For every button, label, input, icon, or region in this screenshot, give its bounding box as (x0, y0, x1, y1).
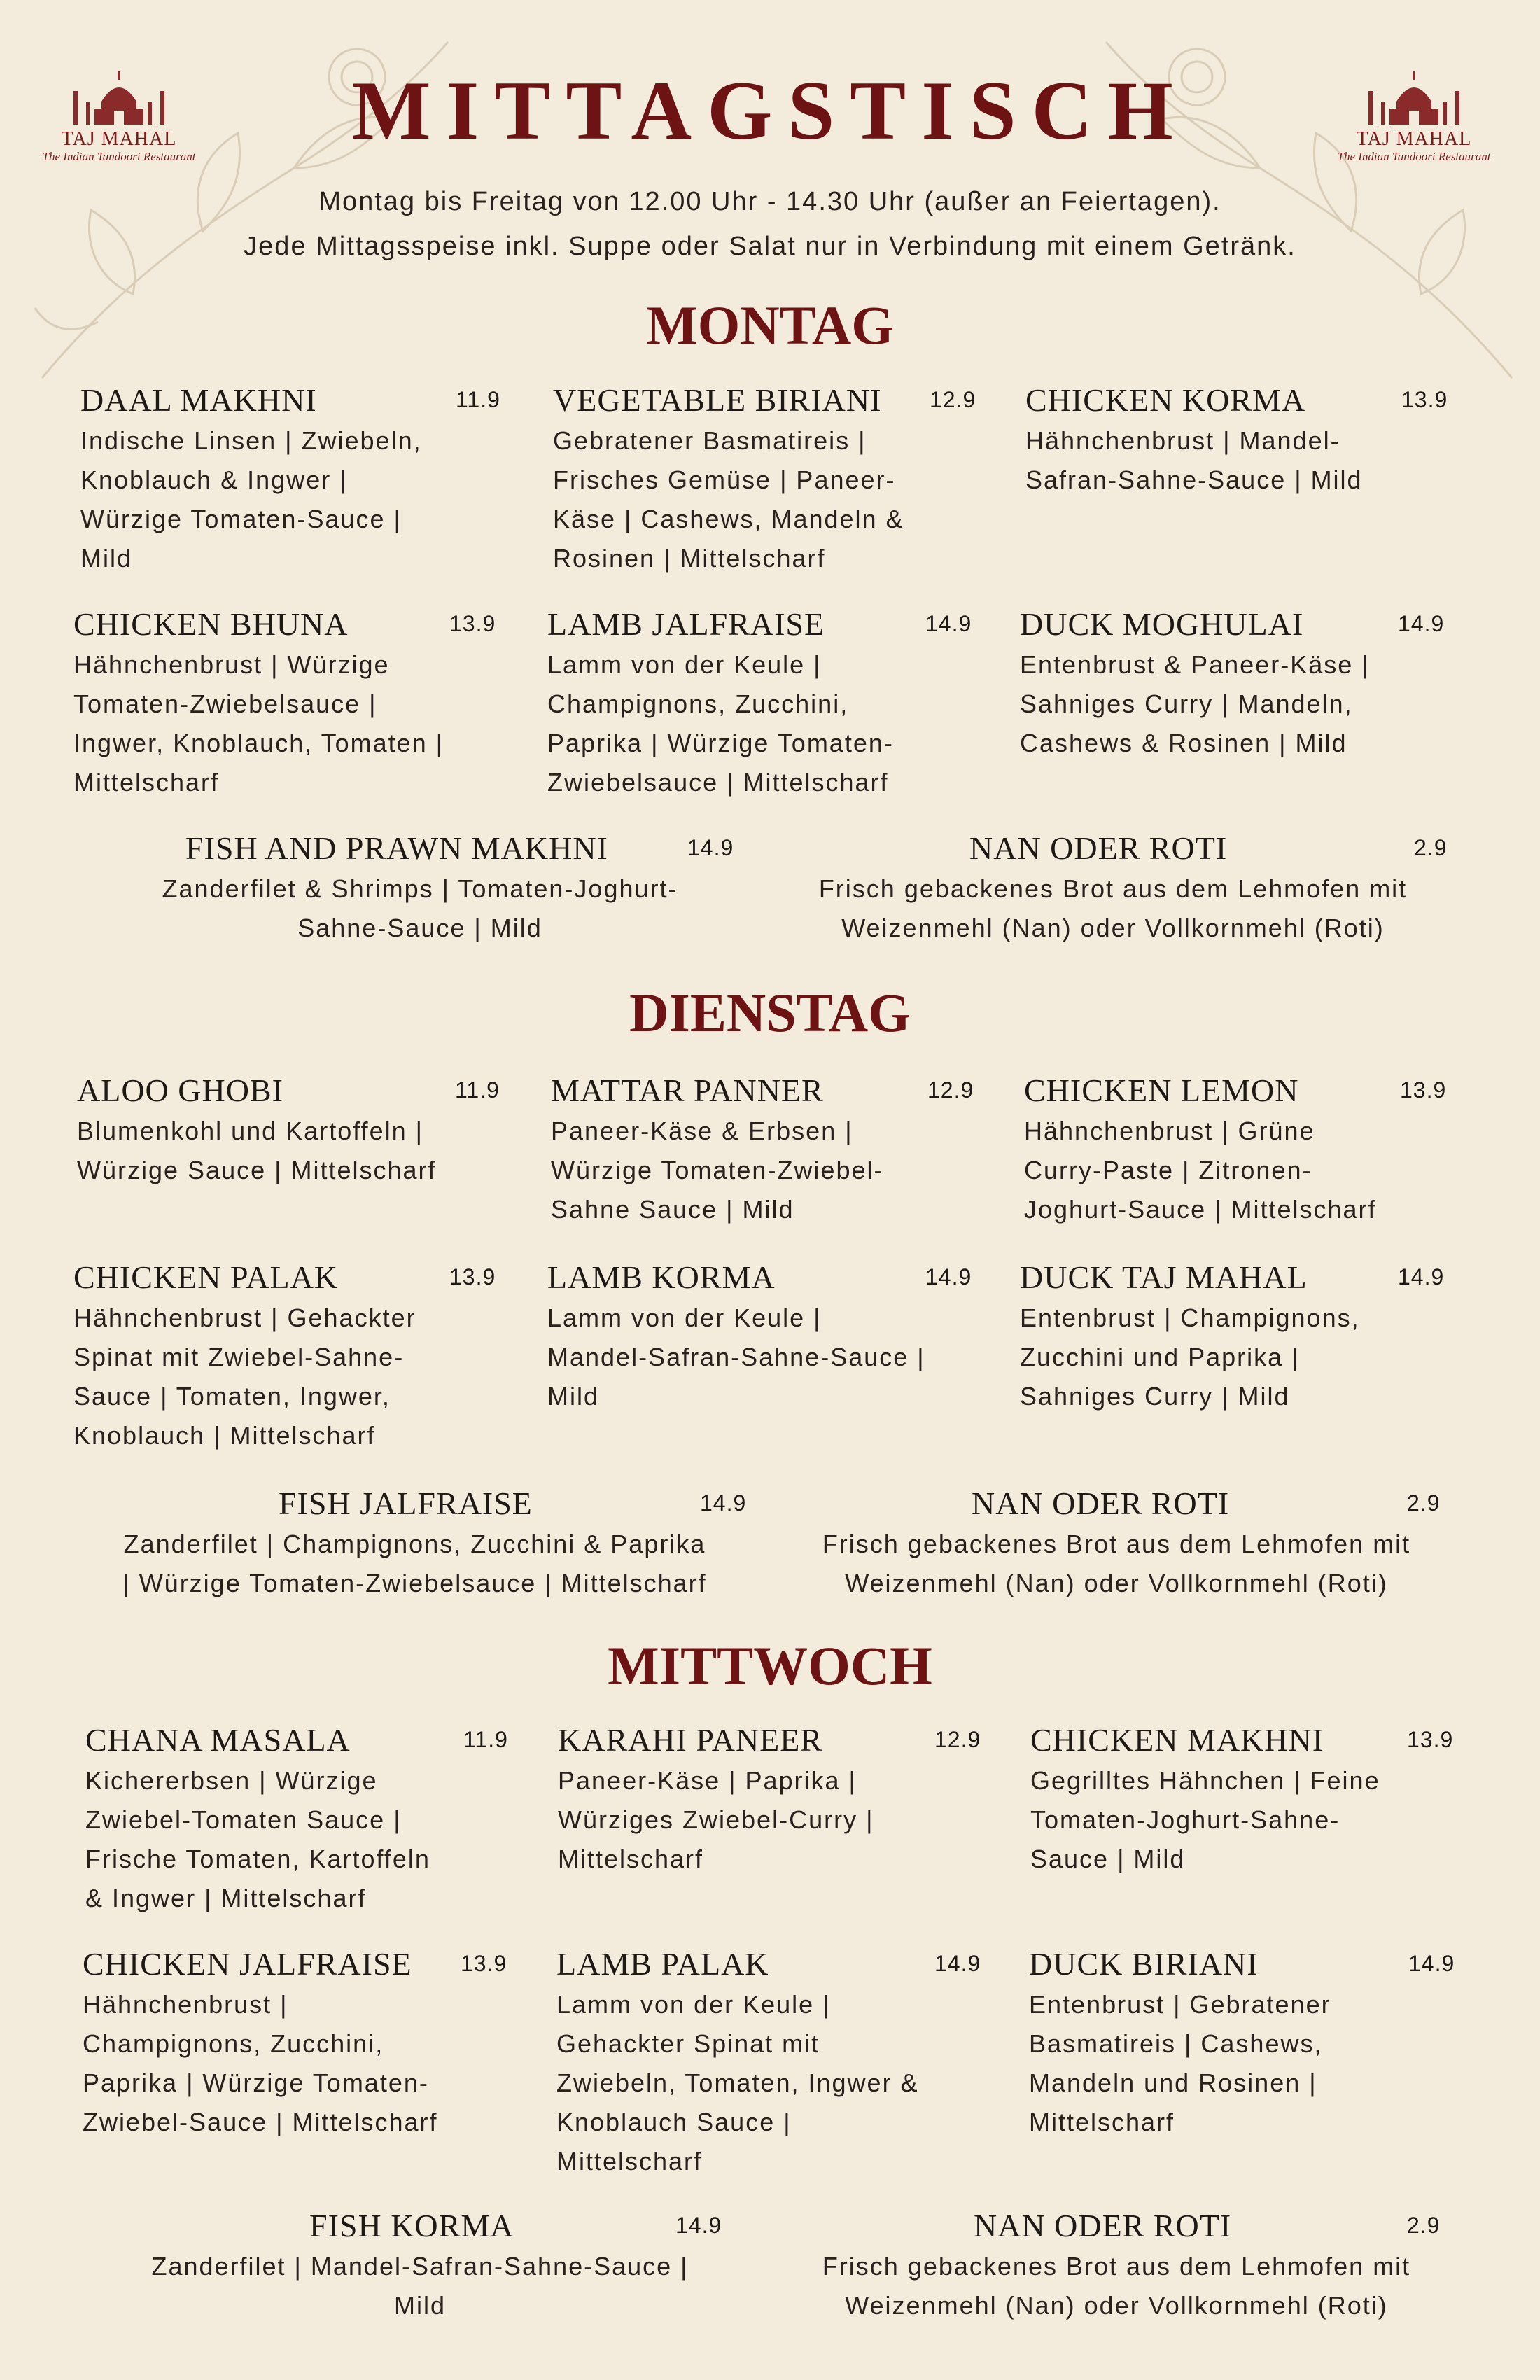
dish-description (774, 1525, 1460, 1603)
desc-line: Tomaten-Zwiebelsauce | (74, 690, 377, 718)
dish-fish-jalfraise (70, 1483, 760, 1603)
desc-line: Zwiebel-Sauce | Mittelscharf (83, 2108, 438, 2136)
dish-name: CHANA MASALA (85, 1722, 351, 1758)
desc-line: Gegrilltes Hähnchen | Feine (1030, 1766, 1380, 1795)
desc-line: Frisch gebackenes Brot aus dem Lehmofen mit (822, 2252, 1411, 2281)
dish-description (553, 421, 987, 578)
desc-line: Zanderfilet | Champignons, Zucchini & Paprika (123, 1530, 706, 1558)
dish-name: NAN ODER ROTI (969, 830, 1228, 866)
dish-fish-korma (77, 2205, 763, 2325)
dish-lamb-palak (556, 1943, 990, 2181)
desc-line: Zucchini und Paprika | (1020, 1343, 1300, 1371)
desc-line: Sahniges Curry | Mandeln, (1020, 690, 1353, 718)
restaurant-name: TAJ MAHAL (61, 128, 177, 150)
day-title-montag: MONTAG (646, 295, 894, 356)
dish-name: CHICKEN MAKHNI (1030, 1722, 1324, 1758)
dish-duck-biriani (1029, 1943, 1470, 2142)
dish-chicken-bhuna (74, 603, 514, 802)
dish-description (80, 421, 507, 578)
desc-line: Champignons, Zucchini, (547, 690, 849, 718)
dish-name: CHICKEN LEMON (1024, 1072, 1299, 1108)
desc-line: Lamm von der Keule | (547, 650, 822, 679)
dish-price: 11.9 (455, 1077, 500, 1102)
dish-description (85, 1761, 519, 1918)
day-title-mittwoch: MITTWOCH (608, 1635, 932, 1696)
desc-line: Mild (393, 2291, 446, 2320)
dish-description (1029, 1985, 1470, 2142)
dish-price: 12.9 (934, 1727, 981, 1752)
dish-description (1030, 1761, 1464, 1879)
dish-price: 2.9 (1414, 835, 1448, 860)
dish-mattar-panner (551, 1070, 985, 1229)
desc-line: Champignons, Zucchini, (83, 2029, 384, 2058)
dish-description (77, 869, 763, 948)
desc-line: Basmatireis | Cashews, (1029, 2029, 1323, 2058)
dish-description (551, 1112, 985, 1229)
dish-description (558, 1761, 992, 1879)
dish-name: VEGETABLE BIRIANI (553, 382, 882, 418)
desc-line: Sauce | Mild (1030, 1844, 1186, 1873)
desc-line: Mittelscharf (556, 2147, 703, 2176)
dish-price: 14.9 (676, 2213, 722, 2238)
desc-line: Entenbrust | Champignons, (1020, 1303, 1360, 1332)
dish-price: 14.9 (1398, 1264, 1445, 1289)
dish-aloo-ghobi (77, 1070, 511, 1190)
desc-line: Würzige Tomaten-Zwiebel- (551, 1156, 884, 1184)
desc-line: Würzige Tomaten-Sauce | (80, 505, 402, 533)
dish-vegetable-biriani (553, 379, 987, 578)
desc-line: | Würzige Tomaten-Zwiebelsauce | Mittelscharf (122, 1569, 707, 1597)
desc-line: Spinat mit Zwiebel-Sahne- (74, 1343, 405, 1371)
dish-description (70, 1525, 760, 1603)
desc-line: Lamm von der Keule | (556, 1990, 831, 2019)
desc-line: Weizenmehl (Nan) oder Vollkornmehl (Roti) (845, 1569, 1388, 1597)
desc-line: Sahne Sauce | Mild (551, 1195, 794, 1224)
dish-chicken-jalfraise (83, 1943, 524, 2142)
dish-price: 11.9 (463, 1727, 508, 1752)
dish-fish-and-prawn-makhni (77, 827, 763, 948)
dish-price: 12.9 (930, 387, 976, 412)
dish-price: 14.9 (934, 1951, 981, 1976)
desc-line: Mild (547, 1382, 600, 1410)
dish-price: 14.9 (687, 835, 734, 860)
dish-name: LAMB KORMA (547, 1259, 776, 1295)
day-title-dienstag: DIENSTAG (629, 982, 911, 1043)
desc-line: & Ingwer | Mittelscharf (85, 1884, 367, 1912)
dish-description (1024, 1112, 1458, 1229)
dish-name: ALOO GHOBI (77, 1072, 284, 1108)
desc-line: Knoblauch Sauce | (556, 2108, 792, 2136)
dish-chicken-makhni (1030, 1719, 1464, 1879)
desc-line: Frisch gebackenes Brot aus dem Lehmofen mit (818, 874, 1408, 903)
dish-price: 13.9 (449, 1264, 496, 1289)
desc-line: Frisch gebackenes Brot aus dem Lehmofen mit (822, 1530, 1411, 1558)
dish-name: FISH JALFRAISE (279, 1485, 533, 1521)
dish-price: 13.9 (1400, 1077, 1447, 1102)
desc-line: Sauce | Tomaten, Ingwer, (74, 1382, 391, 1410)
dish-price: 13.9 (1401, 387, 1448, 412)
dish-price: 13.9 (449, 611, 496, 636)
desc-line: Cashews & Rosinen | Mild (1020, 729, 1348, 757)
dish-price: 13.9 (461, 1951, 507, 1976)
dish-duck-taj-mahal (1020, 1256, 1461, 1416)
desc-line: Entenbrust | Gebratener (1029, 1990, 1331, 2019)
dish-description (1026, 421, 1460, 500)
dish-chicken-lemon (1024, 1070, 1458, 1229)
dish-name: DUCK BIRIANI (1029, 1946, 1259, 1982)
desc-line: Hähnchenbrust | Würzige (74, 650, 390, 679)
dish-karahi-paneer (558, 1719, 992, 1879)
dish-description (77, 1112, 511, 1190)
desc-line: Zwiebel-Tomaten Sauce | (85, 1805, 402, 1834)
dish-price: 12.9 (927, 1077, 974, 1102)
desc-line: Mittelscharf (74, 768, 220, 797)
desc-line: Würziges Zwiebel-Curry | (558, 1805, 874, 1834)
dish-nan-oder-roti (774, 1483, 1460, 1603)
dish-chana-masala (85, 1719, 519, 1918)
intro-text (0, 179, 1540, 269)
desc-line: Entenbrust & Paneer-Käse | (1020, 650, 1370, 679)
restaurant-tagline: The Indian Tandoori Restaurant (1337, 150, 1491, 163)
page-title: MITTAGSTISCH (351, 64, 1189, 157)
dish-name: DUCK TAJ MAHAL (1020, 1259, 1308, 1295)
dish-description (83, 1985, 524, 2142)
desc-line: Lamm von der Keule | (547, 1303, 822, 1332)
dish-name: LAMB JALFRAISE (547, 606, 825, 642)
dish-lamb-korma (547, 1256, 981, 1416)
dish-description (74, 1298, 514, 1455)
desc-line: Weizenmehl (Nan) oder Vollkornmehl (Roti) (845, 2291, 1388, 2320)
desc-line: Hähnchenbrust | Mandel- (1026, 426, 1340, 455)
desc-line: Käse | Cashews, Mandeln & (553, 505, 904, 533)
dish-name: KARAHI PANEER (558, 1722, 823, 1758)
dish-description (74, 645, 514, 802)
desc-line: Knoblauch & Ingwer | (80, 465, 348, 494)
desc-line: Paprika | Würzige Tomaten- (83, 2068, 429, 2097)
intro-line-hours: Montag bis Freitag von 12.00 Uhr - 14.30 Uhr (außer an Feiertagen). (318, 187, 1222, 216)
dish-name: CHICKEN JALFRAISE (83, 1946, 412, 1982)
dish-description (1020, 645, 1461, 763)
desc-line: Mittelscharf (1029, 2108, 1175, 2136)
dish-name: CHICKEN BHUNA (74, 606, 349, 642)
desc-line: Zwiebeln, Tomaten, Ingwer & (556, 2068, 919, 2097)
desc-line: Mandel-Safran-Sahne-Sauce | (547, 1343, 925, 1371)
desc-line: Rosinen | Mittelscharf (553, 544, 826, 573)
dish-price: 2.9 (1407, 1490, 1441, 1516)
desc-line: Mandeln und Rosinen | (1029, 2068, 1317, 2097)
desc-line: Sahne-Sauce | Mild (298, 913, 542, 942)
dish-price: 14.9 (925, 1264, 972, 1289)
dish-price: 2.9 (1407, 2213, 1441, 2238)
dish-description (1020, 1298, 1461, 1416)
dish-name: FISH AND PRAWN MAKHNI (186, 830, 608, 866)
desc-line: Zanderfilet | Mandel-Safran-Sahne-Sauce | (151, 2252, 689, 2281)
desc-line: Kichererbsen | Würzige (85, 1766, 378, 1795)
desc-line: Joghurt-Sauce | Mittelscharf (1024, 1195, 1377, 1224)
dish-name: MATTAR PANNER (551, 1072, 824, 1108)
intro-line-conditions: Jede Mittagsspeise inkl. Suppe oder Salat nur in Verbindung mit einem Getränk. (244, 232, 1296, 261)
desc-line: Safran-Sahne-Sauce | Mild (1026, 465, 1363, 494)
desc-line: Hähnchenbrust | Gehackter (74, 1303, 416, 1332)
desc-line: Mittelscharf (558, 1844, 704, 1873)
dish-price: 14.9 (700, 1490, 747, 1516)
desc-line: Frisches Gemüse | Paneer- (553, 465, 896, 494)
dish-nan-oder-roti (774, 2205, 1460, 2325)
dish-price: 14.9 (1408, 1951, 1455, 1976)
desc-line: Würzige Sauce | Mittelscharf (77, 1156, 437, 1184)
desc-line: Indische Linsen | Zwiebeln, (80, 426, 422, 455)
dish-chicken-korma (1026, 379, 1460, 500)
desc-line: Mild (80, 544, 133, 573)
dish-name: DUCK MOGHULAI (1020, 606, 1304, 642)
desc-line: Frische Tomaten, Kartoffeln (85, 1844, 430, 1873)
dish-name: FISH KORMA (309, 2208, 514, 2244)
dish-description (774, 2247, 1460, 2325)
dish-description (770, 869, 1456, 948)
dish-description (547, 645, 981, 802)
dish-name: DAAL MAKHNI (80, 382, 317, 418)
dish-name: NAN ODER ROTI (974, 2208, 1232, 2244)
dish-description (556, 1985, 990, 2181)
desc-line: Paneer-Käse & Erbsen | (551, 1116, 853, 1145)
desc-line: Zwiebelsauce | Mittelscharf (547, 768, 889, 797)
restaurant-name: TAJ MAHAL (1356, 128, 1472, 150)
desc-line: Gebratener Basmatireis | (553, 426, 867, 455)
dish-name: LAMB PALAK (556, 1946, 769, 1982)
dish-price: 14.9 (925, 611, 972, 636)
desc-line: Hähnchenbrust | (83, 1990, 288, 2019)
dish-name: NAN ODER ROTI (972, 1485, 1230, 1521)
desc-line: Zanderfilet & Shrimps | Tomaten-Joghurt- (162, 874, 678, 903)
dish-price: 14.9 (1398, 611, 1445, 636)
dish-lamb-jalfraise (547, 603, 981, 802)
dish-price: 13.9 (1407, 1727, 1454, 1752)
dish-nan-oder-roti (770, 827, 1456, 948)
dish-description (547, 1298, 981, 1416)
dish-name: CHICKEN PALAK (74, 1259, 339, 1295)
desc-line: Blumenkohl und Kartoffeln | (77, 1116, 424, 1145)
desc-line: Tomaten-Joghurt-Sahne- (1030, 1805, 1340, 1834)
desc-line: Hähnchenbrust | Grüne (1024, 1116, 1315, 1145)
dish-description (77, 2247, 763, 2325)
dish-daal-makhni (80, 379, 507, 578)
desc-line: Paneer-Käse | Paprika | (558, 1766, 857, 1795)
dish-duck-moghulai (1020, 603, 1461, 763)
desc-line: Sahniges Curry | Mild (1020, 1382, 1290, 1410)
dish-chicken-palak (74, 1256, 514, 1455)
desc-line: Knoblauch | Mittelscharf (74, 1421, 376, 1450)
desc-line: Weizenmehl (Nan) oder Vollkornmehl (Roti) (841, 913, 1385, 942)
dish-price: 11.9 (456, 387, 500, 412)
desc-line: Gehackter Spinat mit (556, 2029, 820, 2058)
desc-line: Ingwer, Knoblauch, Tomaten | (74, 729, 444, 757)
desc-line: Paprika | Würzige Tomaten- (547, 729, 894, 757)
restaurant-tagline: The Indian Tandoori Restaurant (42, 150, 196, 163)
dish-name: CHICKEN KORMA (1026, 382, 1306, 418)
desc-line: Curry-Paste | Zitronen- (1024, 1156, 1312, 1184)
